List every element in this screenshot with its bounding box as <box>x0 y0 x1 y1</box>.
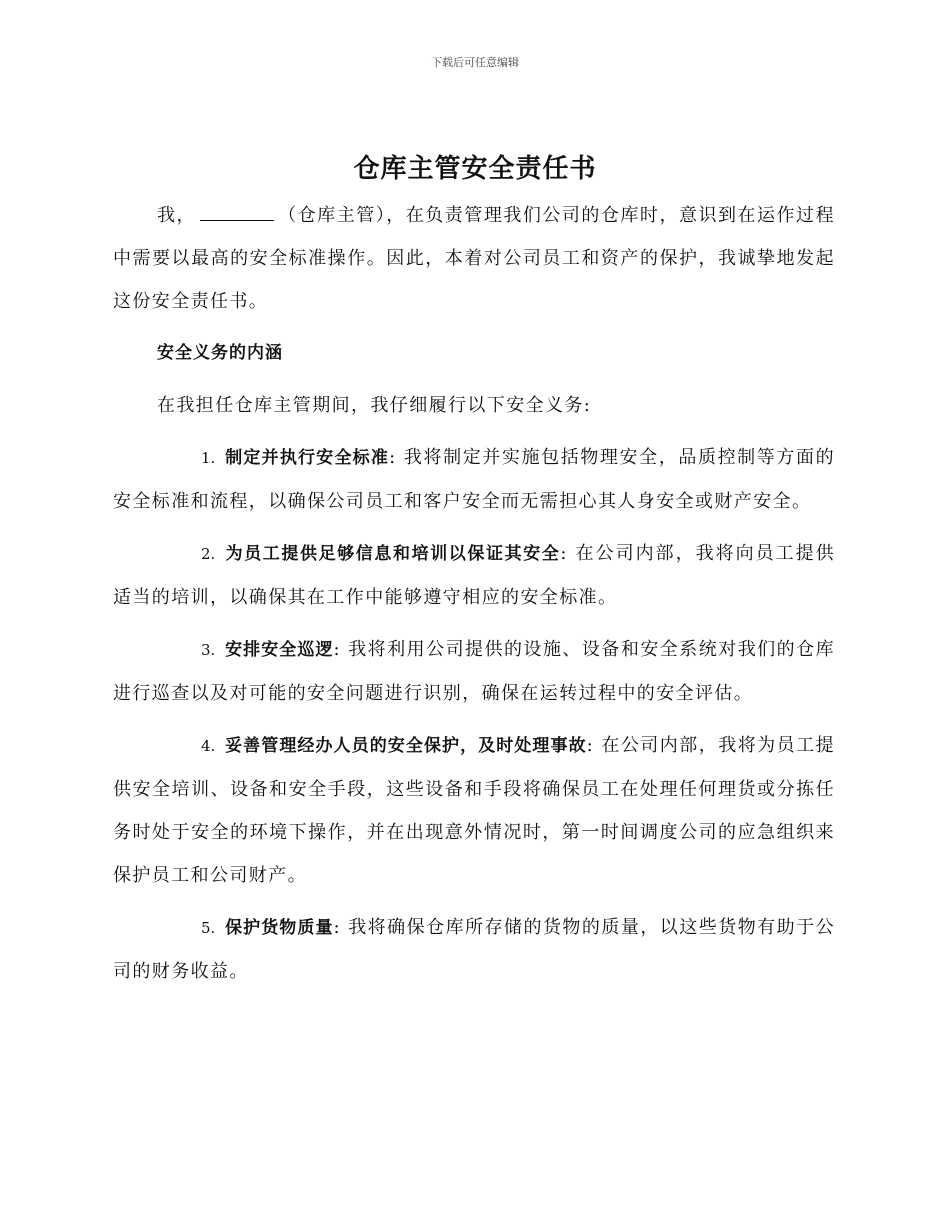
list-item <box>113 532 835 619</box>
item-heading: 为员工提供足够信息和培训以保证其安全 <box>225 544 561 564</box>
item-heading: 保护货物质量 <box>225 918 334 938</box>
item-text: : 在公司内部，我将为员工提供安全培训、设备和安全手段，这些设备和手段将确保员工在处理任何理货或分拣任务时处于安全的环境下操作，并在出现意外情况时，第一时间调度公司的应急组织来保护员工和公司财产。 <box>113 735 836 886</box>
item-number: 3. <box>201 641 216 659</box>
intro-text-rest: （仓库主管），在负责管理我们公司的仓库时，意识到在运作过程中需要以最高的安全标准操作。因此，本着对公司员工和资产的保护，我诚挚地发起这份安全责任书。 <box>113 205 835 312</box>
item-heading: 安排安全巡逻 <box>225 640 334 660</box>
list-item <box>113 628 835 715</box>
document-title: 仓库主管安全责任书 <box>353 154 597 184</box>
document-body <box>113 194 835 993</box>
item-text: : 我将制定并实施包括物理安全，品质控制等方面的安全标准和流程，以确保公司员工和客户安全而无需担心其人身安全或财产安全。 <box>113 447 836 512</box>
item-number: 5. <box>201 919 216 937</box>
lead-in-paragraph: 在我担任仓库主管期间，我仔细履行以下安全义务: <box>157 395 592 416</box>
item-number: 4. <box>201 737 216 755</box>
intro-paragraph <box>113 194 835 323</box>
item-text: : 我将确保仓库所存储的货物的质量，以这些货物有助于公司的财务收益。 <box>113 917 835 982</box>
intro-text-start: 我， <box>157 205 197 226</box>
section-heading: 安全义务的内涵 <box>157 343 283 363</box>
list-item <box>113 436 835 523</box>
name-blank-line <box>200 202 274 221</box>
item-number: 2. <box>201 545 216 563</box>
item-text: : 我将利用公司提供的设施、设备和安全系统对我们的仓库进行巡查以及对可能的安全问题进行识别，确保在运转过程中的安全评估。 <box>113 639 835 704</box>
item-heading: 妥善管理经办人员的安全保护，及时处理事故 <box>225 736 587 756</box>
list-item <box>113 724 835 897</box>
header-note: 下载后可任意编辑 <box>431 56 519 69</box>
item-text: : 在公司内部，我将向员工提供适当的培训，以确保其在工作中能够遵守相应的安全标准。 <box>113 543 835 608</box>
item-heading: 制定并执行安全标准 <box>225 448 390 468</box>
list-item <box>113 906 835 993</box>
item-number: 1. <box>201 449 216 467</box>
